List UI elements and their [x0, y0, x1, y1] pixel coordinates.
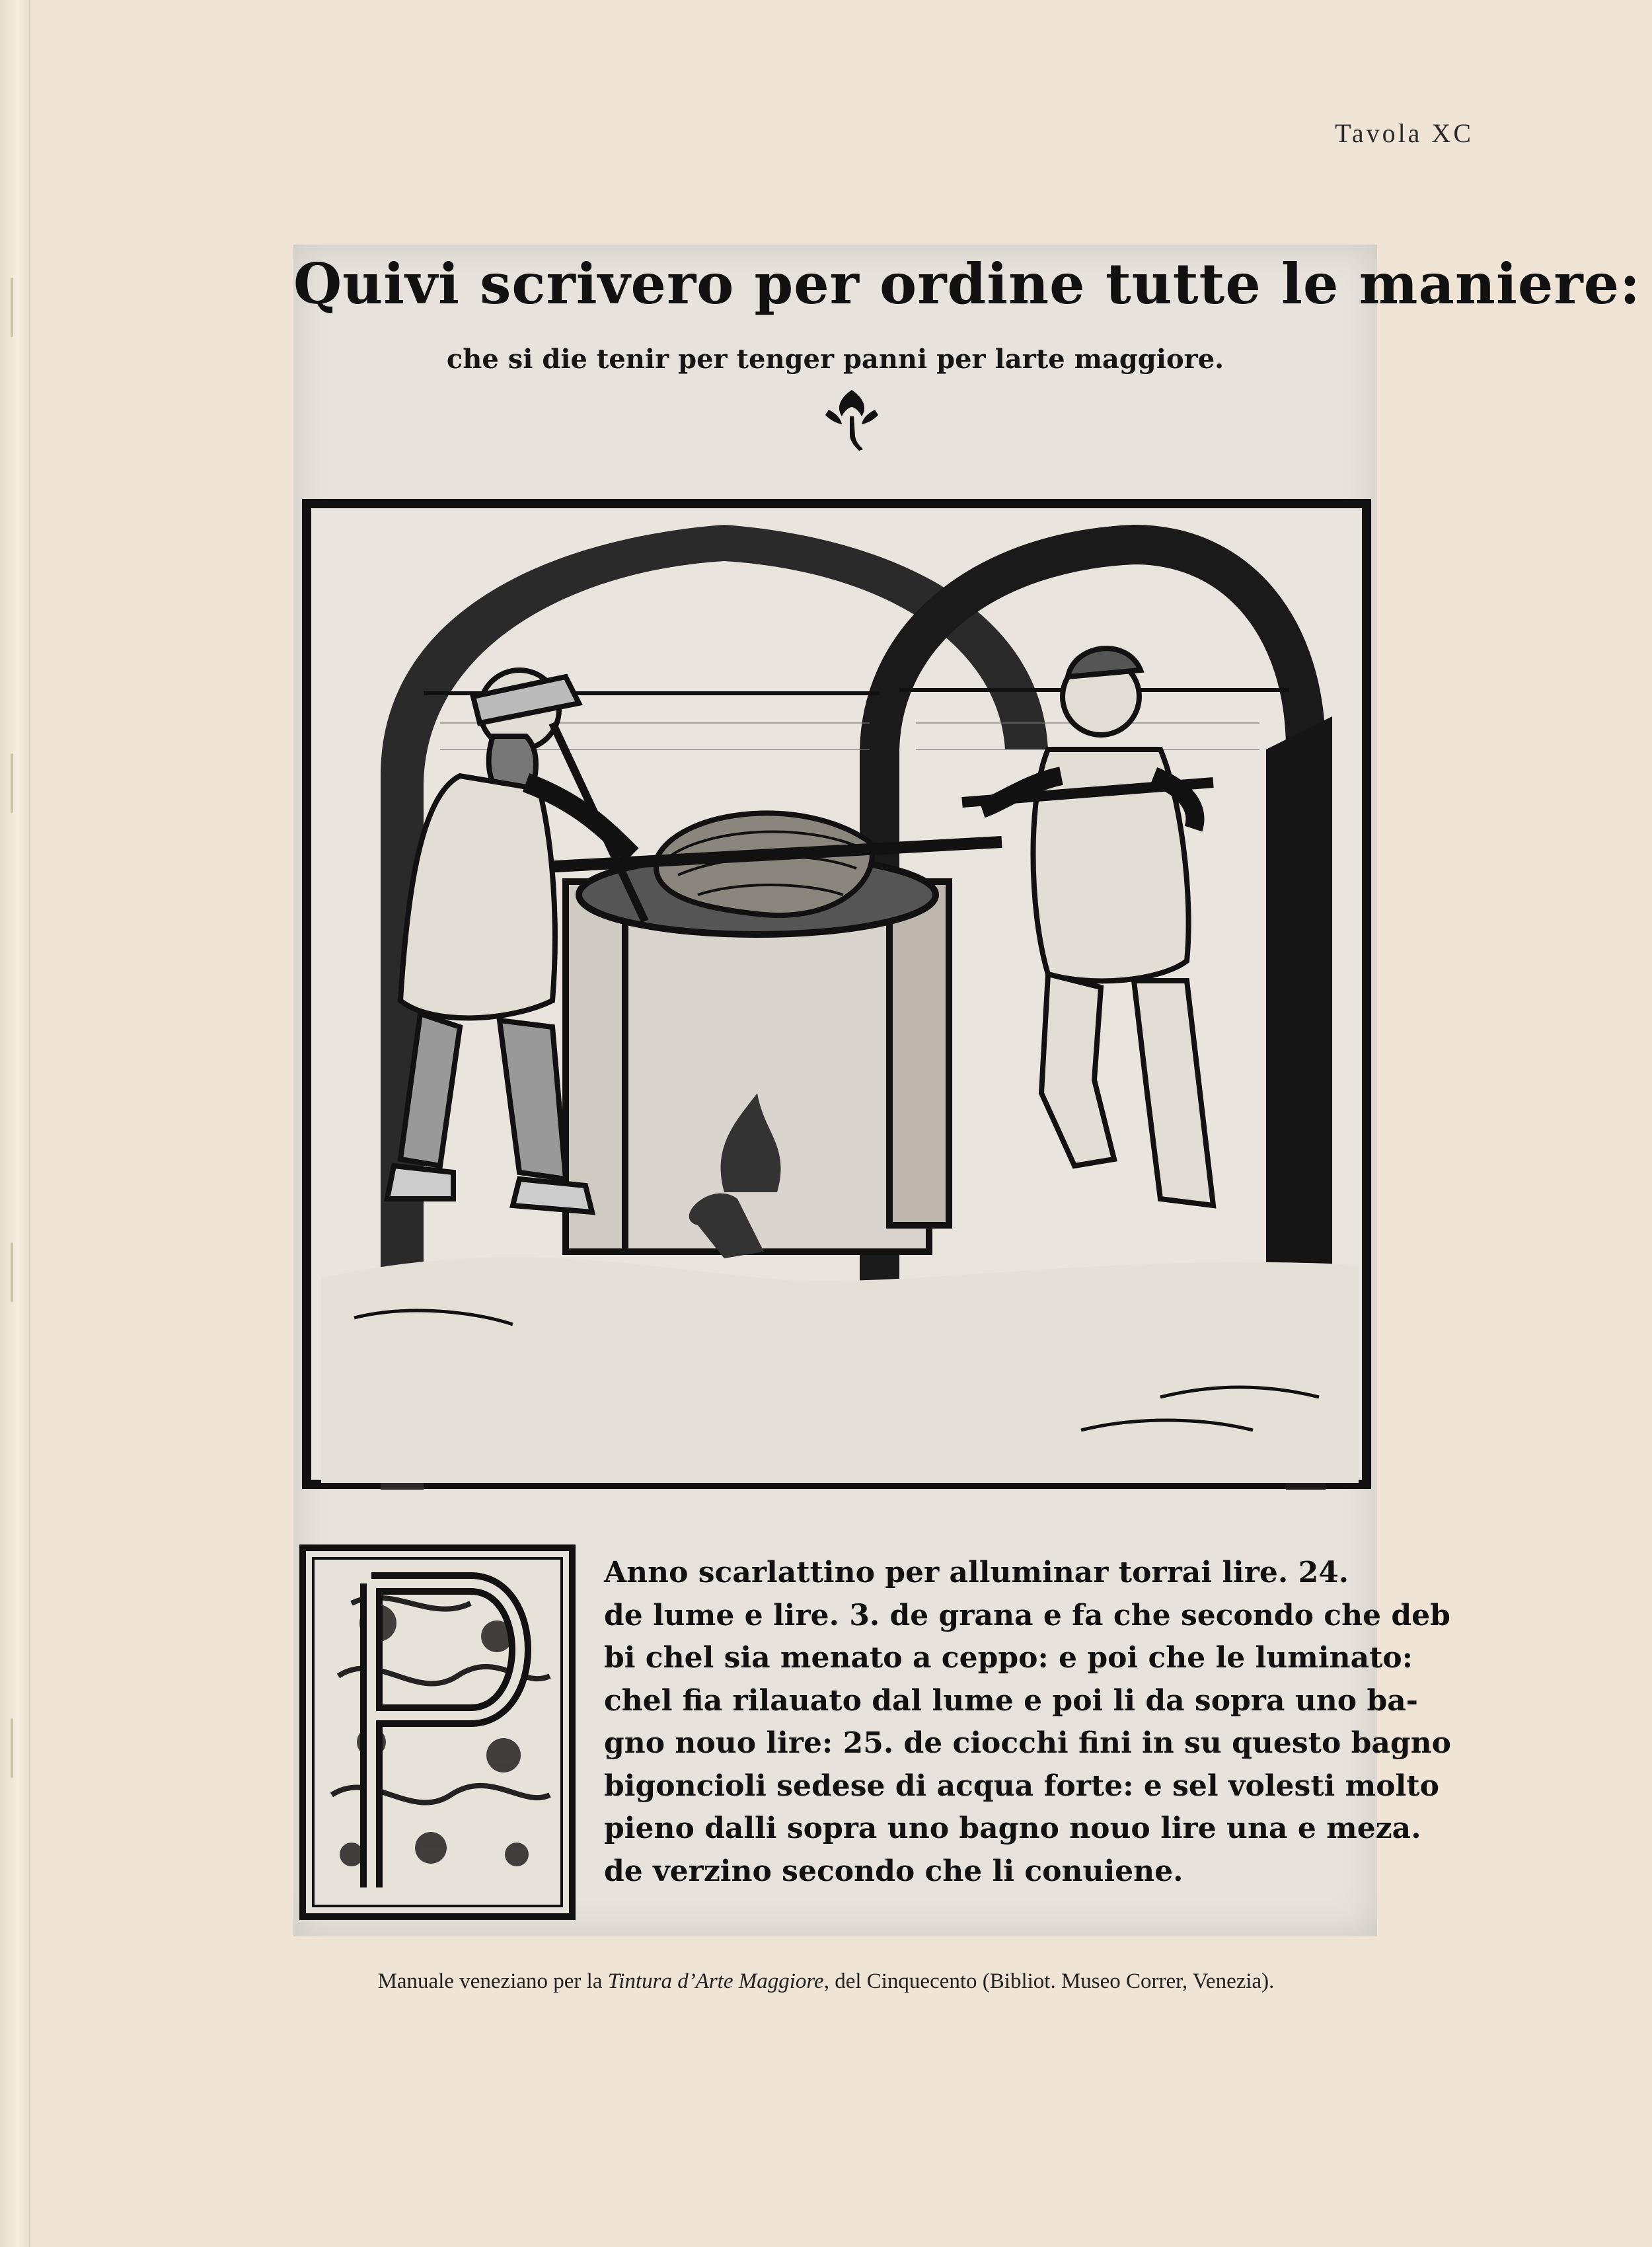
plate-number: Tavola XC [1335, 118, 1474, 148]
body-line: bi chel sia menato a ceppo: e poi che le luminato: [604, 1641, 1413, 1675]
caption-prefix: Manuale veneziano per la [377, 1969, 608, 1993]
figure-caption [0, 1969, 1652, 1994]
page-binding [0, 0, 30, 2247]
woodcut-body-text [604, 1552, 1451, 1893]
body-line: bigoncioli sedese di acqua forte: e sel volesti molto [604, 1769, 1439, 1803]
decorated-initial-p [299, 1544, 576, 1921]
binding-stitch [11, 1242, 13, 1302]
body-line: Anno scarlattino per alluminar torrai lire. 24. [604, 1556, 1349, 1589]
binding-stitch [11, 753, 13, 813]
body-line: de lume e lire. 3. de grana e fa che secondo che deb [604, 1598, 1450, 1632]
body-line: pieno dalli sopra uno bagno nouo lire una e meza. [604, 1811, 1421, 1845]
dyeing-workshop-illustration [301, 498, 1372, 1490]
caption-suffix: , del Cinquecento (Bibliot. Museo Correr, Venezia). [823, 1969, 1275, 1993]
caption-italic-title: Tintura d’Arte Maggiore [607, 1969, 824, 1993]
body-line: gno nouo lire: 25. de ciocchi fini in su questo bagno [604, 1726, 1451, 1760]
body-line: chel fia rilauato dal lume e poi li da sopra uno ba- [604, 1683, 1418, 1718]
binding-stitch [11, 1718, 13, 1778]
woodcut-heading: Quivi scrivero per ordine tutte le maniere: [293, 251, 1641, 317]
woodcut-print [293, 245, 1641, 1936]
fleuron-icon [815, 383, 888, 456]
woodcut-subheading: che si die tenir per tenger panni per larte maggiore. [446, 344, 1224, 375]
body-line: de verzino secondo che li conuiene. [604, 1854, 1183, 1888]
binding-stitch [11, 278, 13, 337]
